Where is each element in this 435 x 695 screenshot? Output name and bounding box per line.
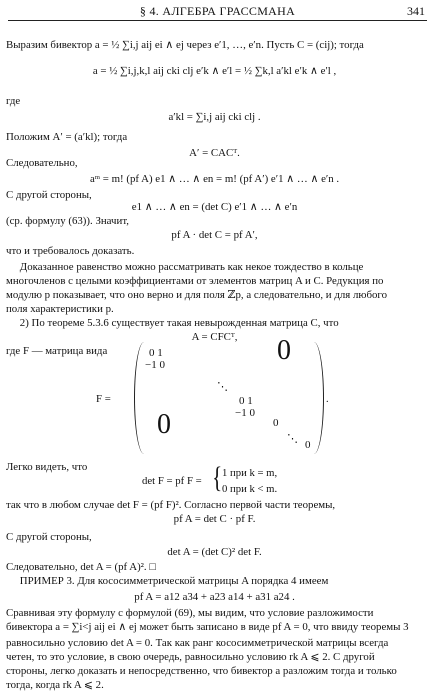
text-line: Следовательно, xyxy=(6,157,78,169)
cases-lhs: det F = pf F = xyxy=(142,475,202,487)
text-line: стороны, легко доказать и непосредственно, что бивектор a разложим тогда и только xyxy=(6,665,397,677)
text-line: 2) По теореме 5.3.6 существует такая невырожденная матрица C, что xyxy=(19,317,339,329)
text-line: Сравнивая эту формулу с формулой (69), мы видим, что условие разложимости xyxy=(6,607,374,619)
text-line: Выразим бивектор a = ½ ∑i,j aij ei ∧ ej через e′1, …, e′n. Пусть C = (cij); тогда xyxy=(6,39,364,51)
formula-line: A = CFCᵀ, xyxy=(191,331,238,343)
matrix-zero-block: 0 xyxy=(157,409,171,440)
matrix-zero: 0 xyxy=(305,439,311,451)
text-line: Легко видеть, что xyxy=(6,461,88,473)
text-line: где F — матрица вида xyxy=(6,345,108,357)
cases-row: 1 при k = m, xyxy=(222,467,278,479)
formula-line: a = ½ ∑i,j,k,l aij cki clj e′k ∧ e′l = ½ ∑k,l a′kl e′k ∧ e′l , xyxy=(92,65,337,77)
formula-line: a′kl = ∑i,j aij cki clj . xyxy=(168,111,261,123)
text-line: Доказанное равенство можно рассматривать как некое тождество в кольце xyxy=(19,261,364,273)
text-line: Положим A′ = (a′kl); тогда xyxy=(6,131,128,143)
matrix-block-row: −1 0 xyxy=(235,407,255,419)
text-line: С другой стороны, xyxy=(6,531,92,543)
matrix-block-row: 0 1 xyxy=(239,395,253,407)
matrix-zero: 0 xyxy=(273,417,279,429)
formula-line: e1 ∧ … ∧ en = (det C) e′1 ∧ … ∧ e′n xyxy=(131,201,298,213)
cases-brace: { xyxy=(212,461,223,494)
text-line: многочленов с целыми коэффициентами от элементов матриц A и C. Редукция по xyxy=(6,275,384,287)
text-line: равносильно условию det A = 0. Так как ранг кососимметрической матрицы всегда xyxy=(6,637,389,649)
text-line: модулю p показывает, что оно верно и для поля ℤp, а следовательно, и для любого xyxy=(6,289,388,301)
text-line: где xyxy=(6,95,21,107)
formula-line: pf A · det C = pf A′, xyxy=(171,229,258,241)
text-line: четен, то это условие, в свою очередь, равносильно условию rk A ⩽ 2. С другой xyxy=(6,651,375,663)
matrix-block-row: 0 1 xyxy=(149,347,163,359)
running-head: § 4. АЛГЕБРА ГРАССМАНА xyxy=(139,4,296,18)
text-line: что и требовалось доказать. xyxy=(6,245,135,257)
text-line: ПРИМЕР 3. Для кососимметрической матрицы A порядка 4 имеем xyxy=(19,575,329,587)
page-header xyxy=(8,2,427,21)
text-line: С другой стороны, xyxy=(6,189,92,201)
text-line: поля характеристики p. xyxy=(6,303,114,315)
text-line: так что в любом случае det F = (pf F)². Согласно первой части теоремы, xyxy=(6,499,336,511)
formula-line: A′ = CACᵀ. xyxy=(189,147,240,159)
cases-row: 0 при k < m. xyxy=(222,483,278,495)
formula-line: pf A = det C · pf F. xyxy=(173,513,256,525)
matrix-dots: ⋱ xyxy=(287,433,298,445)
matrix-period: . xyxy=(326,393,329,405)
formula-line: pf A = a12 a34 + a23 a14 + a31 a24 . xyxy=(134,591,295,603)
text-line: Следовательно, det A = (pf A)². □ xyxy=(6,561,156,573)
formula-line: det A = (det C)² det F. xyxy=(167,546,262,558)
text-line: (ср. формулу (63)). Значит, xyxy=(6,215,129,227)
formula-line: aᵐ = m! (pf A) e1 ∧ … ∧ en = m! (pf A′) e′1 ∧ … ∧ e′n . xyxy=(89,173,340,185)
text-line: бивектора a = ∑i<j aij ei ∧ ej может быть записано в виде pf A = 0, что ввиду теоремы 3 xyxy=(6,621,409,633)
matrix-zero-block: 0 xyxy=(277,335,291,366)
text-line: тогда, когда rk A ⩽ 2. xyxy=(6,679,104,691)
matrix-block-row: −1 0 xyxy=(145,359,165,371)
page-number: 341 xyxy=(407,4,425,18)
matrix-label: F = xyxy=(96,393,111,405)
matrix-dots: ⋱ xyxy=(217,381,228,393)
